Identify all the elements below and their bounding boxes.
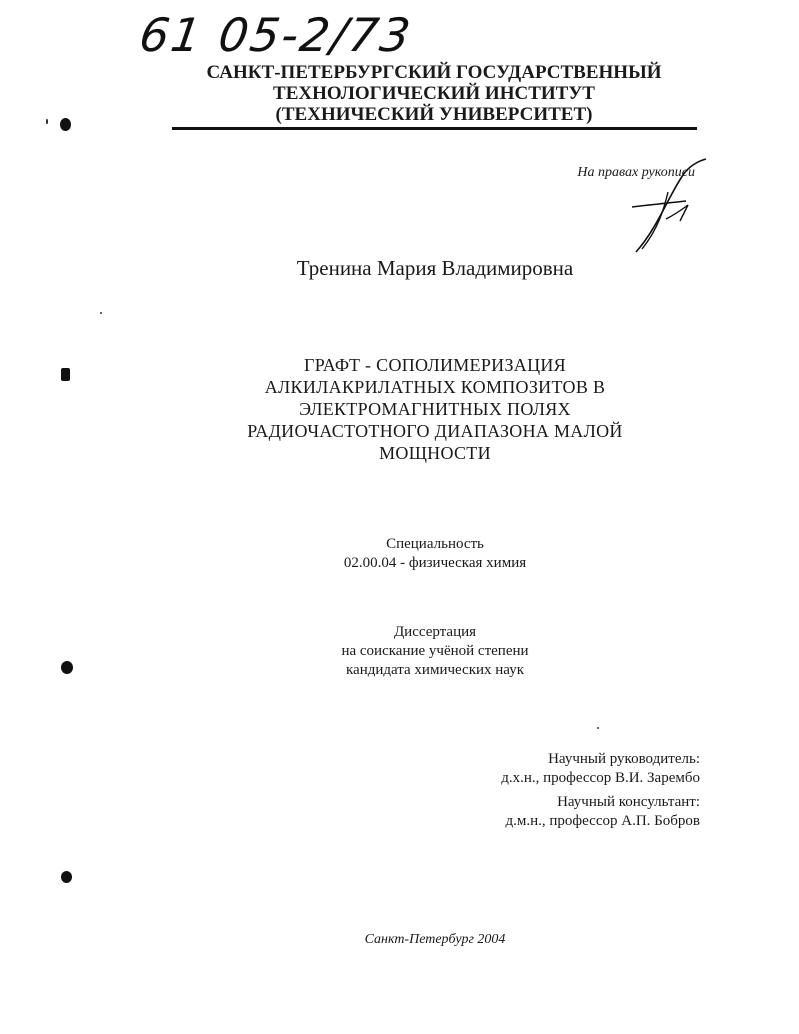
city-year: Санкт-Петербург 2004: [364, 932, 506, 947]
consultant-name: д.м.н., профессор А.П. Бобров: [505, 813, 700, 829]
dissertation-line-2: на соискание учёной степени: [341, 643, 529, 659]
scan-speck: [100, 312, 102, 314]
institution-line-1: САНКТ-ПЕТЕРБУРГСКИЙ ГОСУДАРСТВЕННЫЙ: [206, 62, 662, 83]
dissertation-block: [235, 623, 635, 680]
author-name: Тренина Мария Владимировна: [296, 256, 574, 280]
punch-hole-mark: [61, 661, 73, 674]
signature-mark: [628, 157, 718, 257]
title-line-2: АЛКИЛАКРИЛАТНЫХ КОМПОЗИТОВ В: [264, 377, 606, 397]
dissertation-line-3: кандидата химических наук: [345, 662, 524, 678]
specialty-label: Специальность: [386, 536, 484, 552]
supervisors-block: [400, 750, 700, 831]
scan-speck: [597, 727, 599, 729]
scan-speck: [46, 119, 48, 124]
specialty-value: 02.00.04 - физическая химия: [343, 555, 527, 571]
advisor-label: Научный руководитель:: [548, 751, 700, 767]
punch-hole-mark: [61, 871, 72, 883]
title-line-5: МОЩНОСТИ: [379, 443, 491, 463]
dissertation-line-1: Диссертация: [393, 624, 477, 640]
consultant-label: Научный консультант:: [557, 794, 700, 810]
institution-line-3: (ТЕХНИЧЕСКИЙ УНИВЕРСИТЕТ): [275, 104, 593, 125]
advisor-name: д.х.н., профессор В.И. Зарембо: [501, 770, 700, 786]
title-line-3: ЭЛЕКТРОМАГНИТНЫХ ПОЛЯХ: [299, 399, 571, 419]
header-divider: [172, 127, 697, 130]
institution-header: [170, 62, 698, 125]
manuscript-note: На правах рукописи: [577, 165, 695, 180]
title-line-4: РАДИОЧАСТОТНОГО ДИАПАЗОНА МАЛОЙ: [247, 421, 623, 441]
specialty-block: [235, 535, 635, 573]
institution-line-2: ТЕХНОЛОГИЧЕСКИЙ ИНСТИТУТ: [273, 83, 595, 104]
punch-hole-mark: [61, 368, 70, 381]
thesis-title: [150, 354, 720, 464]
title-line-1: ГРАФТ - СОПОЛИМЕРИЗАЦИЯ: [304, 355, 566, 375]
archive-code: 61 05-2/73: [136, 8, 416, 62]
punch-hole-mark: [60, 118, 71, 131]
